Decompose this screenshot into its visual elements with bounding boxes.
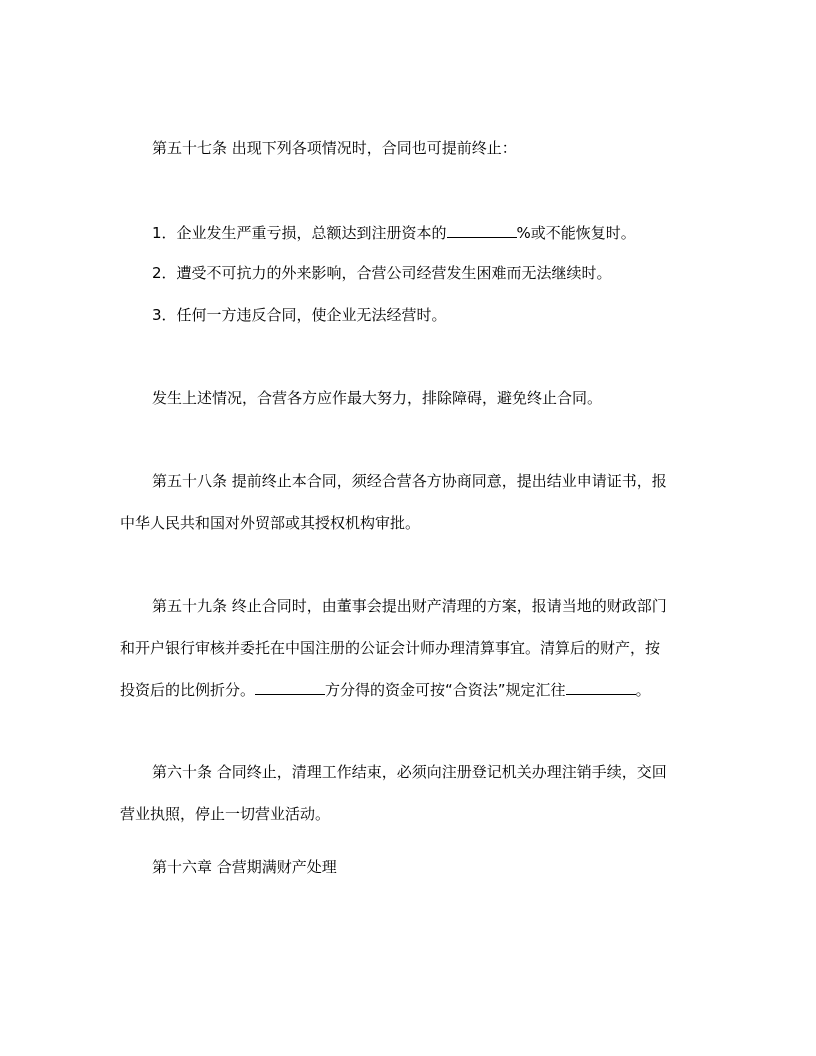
list-item-1 — [152, 222, 732, 243]
article-60-line-2: 营业执照，停止一切营业活动。 — [120, 805, 331, 823]
article-59-text-a: 投资后的比例折分。 — [120, 681, 256, 699]
list-item-1-text-start: 1．企业发生严重亏损，总额达到注册资本的 — [152, 224, 447, 242]
fill-in-blank — [566, 679, 636, 695]
list-item-3: 3．任何一方违反合同，使企业无法经营时。 — [152, 306, 447, 324]
fill-in-blank — [447, 222, 517, 238]
article-57-heading: 第五十七条 出现下列各项情况时，合同也可提前终止： — [152, 139, 517, 157]
paragraph-after-list: 发生上述情况，合营各方应作最大努力，排除障碍，避免终止合同。 — [152, 389, 603, 407]
article-59-line-3 — [120, 679, 700, 700]
fill-in-blank — [255, 679, 325, 695]
article-58-line-1: 第五十八条 提前终止本合同，须经合营各方协商同意，提出结业申请证书，报 — [152, 472, 667, 490]
article-59-text-b: 方分得的资金可按“合资法”规定汇往 — [325, 681, 566, 699]
article-59-text-c: 。 — [635, 681, 651, 699]
list-item-1-text-end: %或不能恢复时。 — [516, 224, 636, 242]
article-58-line-2: 中华人民共和国对外贸部或其授权机构审批。 — [120, 514, 421, 532]
article-59-line-1: 第五十九条 终止合同时，由董事会提出财产清理的方案，报请当地的财政部门 — [152, 597, 667, 615]
article-60-line-1: 第六十条 合同终止，清理工作结束，必须向注册登记机关办理注销手续，交回 — [152, 763, 667, 781]
article-59-line-2: 和开户银行审核并委托在中国注册的公证会计师办理清算事宜。清算后的财产，按 — [120, 639, 661, 657]
chapter-16-heading: 第十六章 合营期满财产处理 — [152, 858, 337, 876]
list-item-2: 2．遭受不可抗力的外来影响，合营公司经营发生困难而无法继续时。 — [152, 264, 612, 282]
